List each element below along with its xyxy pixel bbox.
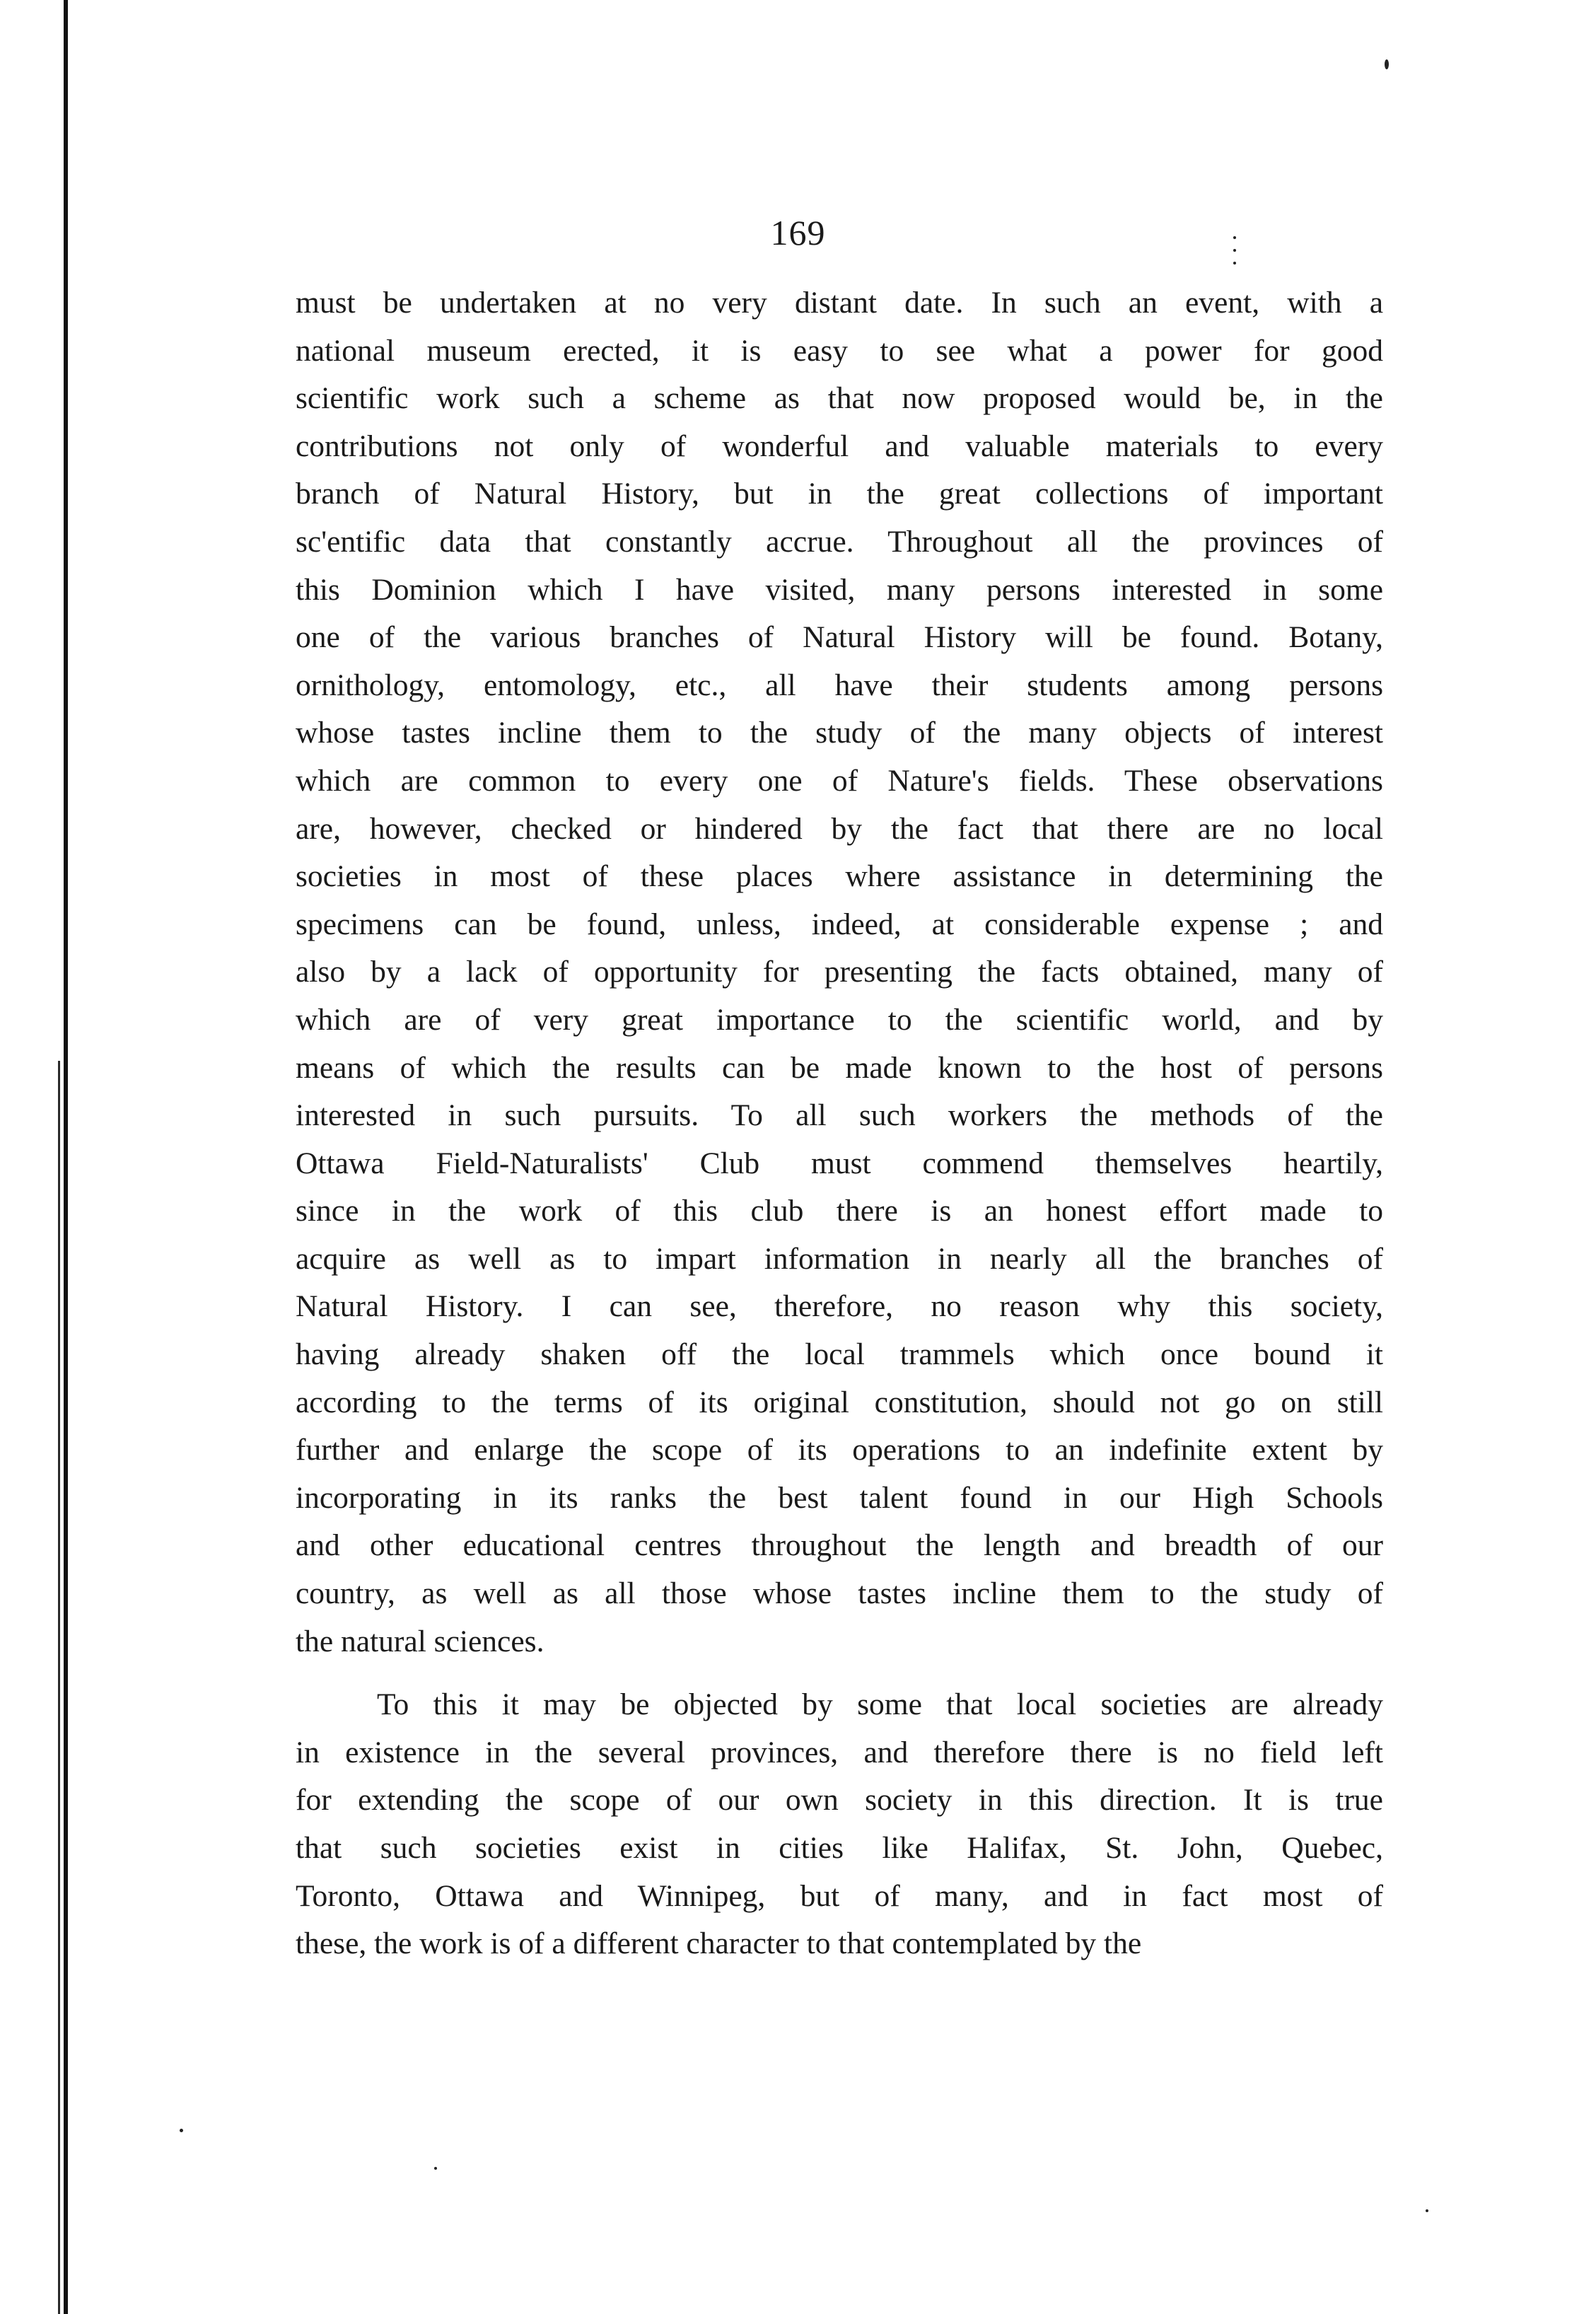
paragraph-gap bbox=[296, 1665, 1383, 1681]
text-line: interested in such pursuits. To all such workers the methods of the bbox=[296, 1098, 1383, 1133]
text-line: one of the various branches of Natural History will be found. Botany, bbox=[296, 620, 1383, 655]
text-line: contributions not only of wonderful and valuable materials to every bbox=[296, 429, 1383, 463]
text-line: which are common to every one of Nature's fields. These observations bbox=[296, 763, 1383, 798]
text-line: also by a lack of opportunity for presenting the facts obtained, many of bbox=[296, 955, 1383, 989]
text-line: further and enlarge the scope of its operations to an indefinite extent by bbox=[296, 1433, 1383, 1467]
binding-edge bbox=[64, 0, 68, 2314]
text-line: are, however, checked or hindered by the fact that there are no local bbox=[296, 811, 1383, 846]
text-line: sc'entific data that constantly accrue. Throughout all the provinces of bbox=[296, 524, 1383, 559]
text-line: acquire as well as to impart information in nearly all the branches of bbox=[296, 1241, 1383, 1276]
text-line: in existence in the several provinces, and therefore there is no field left bbox=[296, 1735, 1383, 1769]
text-line: according to the terms of its original constitution, should not go on still bbox=[296, 1385, 1383, 1419]
text-line: means of which the results can be made known to the host of persons bbox=[296, 1050, 1383, 1085]
text-line: To this it may be objected by some that local societies are already bbox=[377, 1687, 1383, 1722]
page-speck bbox=[1233, 262, 1236, 264]
text-line: for extending the scope of our own society in this direction. It is true bbox=[296, 1783, 1383, 1818]
text-line: national museum erected, it is easy to see what a power for good bbox=[296, 333, 1383, 368]
text-line: Toronto, Ottawa and Winnipeg, but of many, and in fact most of bbox=[296, 1878, 1383, 1913]
text-line: branch of Natural History, but in the great collections of important bbox=[296, 477, 1383, 511]
paragraph bbox=[296, 1681, 1383, 1968]
text-line: country, as well as all those whose tastes incline them to the study of bbox=[296, 1576, 1383, 1611]
binding-shadow bbox=[58, 1061, 60, 2314]
text-line: specimens can be found, unless, indeed, at considerable expense ; and bbox=[296, 907, 1383, 941]
text-line: that such societies exist in cities like Halifax, St. John, Quebec, bbox=[296, 1831, 1383, 1865]
page-speck bbox=[180, 2129, 183, 2132]
text-line: and other educational centres throughout the length and breadth of our bbox=[296, 1528, 1383, 1563]
text-line: must be undertaken at no very distant date. In such an event, with a bbox=[296, 286, 1383, 320]
text-line: having already shaken off the local trammels which once bound it bbox=[296, 1337, 1383, 1372]
paragraph bbox=[296, 279, 1383, 1665]
text-line: incorporating in its ranks the best talent found in our High Schools bbox=[296, 1480, 1383, 1515]
page-speck bbox=[1426, 2209, 1428, 2212]
text-line: whose tastes incline them to the study of the many objects of interest bbox=[296, 716, 1383, 750]
page-speck bbox=[434, 2167, 437, 2170]
text-line: Ottawa Field-Naturalists' Club must commend themselves heartily, bbox=[296, 1146, 1383, 1180]
page-number: 169 bbox=[770, 213, 826, 252]
text-line: this Dominion which I have visited, many persons interested in some bbox=[296, 572, 1383, 607]
text-line: the natural sciences. bbox=[296, 1624, 544, 1658]
page-speck bbox=[1385, 59, 1389, 69]
text-line: since in the work of this club there is an honest effort made to bbox=[296, 1194, 1383, 1228]
text-line: Natural History. I can see, therefore, no reason why this society, bbox=[296, 1289, 1383, 1324]
text-line: societies in most of these places where assistance in determining the bbox=[296, 859, 1383, 894]
text-line: these, the work is of a different character to that contemplated by the bbox=[296, 1926, 1142, 1961]
text-line: scientific work such a scheme as that now proposed would be, in the bbox=[296, 381, 1383, 416]
text-line: which are of very great importance to the scientific world, and by bbox=[296, 1002, 1383, 1037]
text-line: ornithology, entomology, etc., all have their students among persons bbox=[296, 668, 1383, 702]
body-text bbox=[296, 279, 1383, 1968]
